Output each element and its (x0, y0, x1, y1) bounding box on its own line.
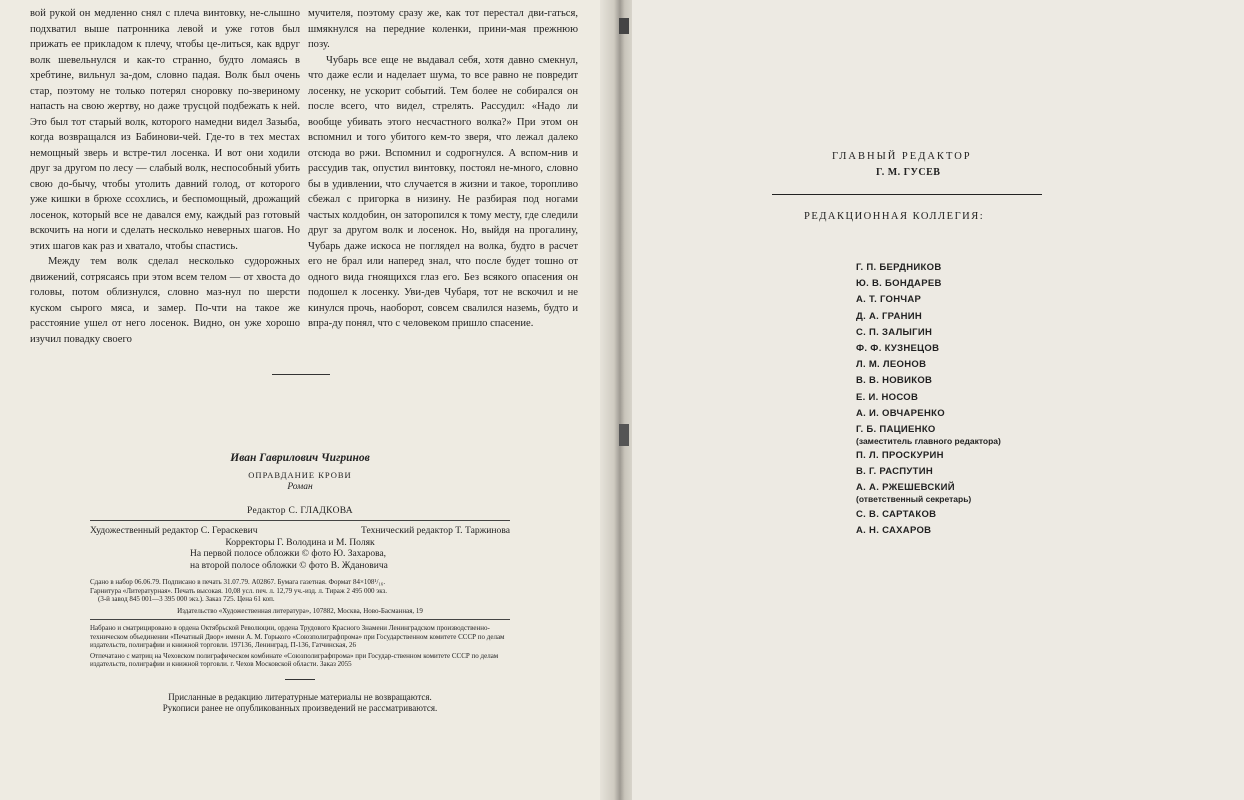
scan-mark (619, 18, 629, 34)
board-member (856, 327, 1001, 339)
staff-row (90, 525, 510, 537)
member-name: В. В. НОВИКОВ (856, 375, 933, 387)
print-info-2: Отпечатано с матриц на Чеховском полиграфическом комбинате «Союзполиграфпрома» при Государ-ственном комитете СССР по делам издательств, полиграфии и книжной торговли. г. Чехов Московской области. Заказ 2055 (90, 651, 499, 668)
cover-credits (190, 549, 510, 572)
notice-1: Присланные в редакцию литературные материалы не возвращаются. (168, 691, 432, 702)
proofreaders: Корректоры Г. Володина и М. Поляк (225, 537, 375, 548)
notice-2: Рукописи ранее не опубликованных произведений не рассматриваются. (162, 702, 438, 713)
editor: Редактор С. ГЛАДКОВА (247, 506, 353, 516)
art-editor: Художественный редактор С. Гераскевич (90, 525, 258, 536)
text-column-2 (308, 6, 578, 332)
divider (272, 374, 330, 375)
chief-editor-title: ГЛАВНЫЙ РЕДАКТОР (832, 151, 972, 162)
board-member (856, 466, 1001, 478)
board-member (856, 262, 1001, 274)
cover-credit-2: на второй полосе обложки © фото В. Ждановича (190, 560, 388, 571)
member-name: П. Л. ПРОСКУРИН (856, 450, 944, 462)
member-name: Ю. В. БОНДАРЕВ (856, 278, 942, 290)
paragraph: Между тем волк сделал несколько судорожных движений, сотрясаясь при этом всем телом — от хвоста до головы, потом облизнулся, словно маз-нул по шерсти куском сырого мяса, и замер. По-чти на такое же расстояние ушел от него лосенок. Видно, он уже хорошо изучил повадку своего (30, 256, 300, 345)
text-column-1 (30, 6, 300, 347)
member-name: Г. П. БЕРДНИКОВ (856, 262, 942, 273)
right-page (632, 0, 1244, 800)
author-name: Иван Гаврилович Чигринов (230, 452, 370, 464)
board-member (856, 509, 1001, 521)
scan-mark (619, 424, 629, 446)
member-name: А. И. ОВЧАРЕНКО (856, 407, 945, 419)
board-member (856, 525, 1001, 537)
publisher: Издательство «Художественная литература», 107882, Москва, Ново-Басманная, 19 (177, 606, 423, 615)
paragraph: мучителя, поэтому сразу же, как тот перестал дви-гаться, шмякнулся на передние коленки, прини-мая прежнюю позу. (308, 8, 578, 50)
member-name: А. А. РЖЕШЕВСКИЙ (856, 482, 955, 494)
board-member (856, 450, 1001, 462)
member-name: Д. А. ГРАНИН (856, 310, 923, 322)
board-member (856, 408, 1001, 420)
member-name: Г. Б. ПАЦИЕНКО (856, 423, 936, 435)
divider (90, 619, 510, 620)
editorial-board-title: РЕДАКЦИОННАЯ КОЛЛЕГИЯ: (804, 211, 985, 222)
publication-info (90, 578, 510, 604)
member-name: С. В. САРТАКОВ (856, 508, 937, 520)
board-member (856, 343, 1001, 355)
member-name: А. Н. САХАРОВ (856, 524, 932, 536)
editorial-board-list (856, 262, 1001, 541)
print-info-1: Набрано и сматрицировано в ордена Октябрьской Революции, ордена Трудового Красного Знамени Ленинградском производственно-техническом объединении «Печатный Двор» имени А. М. Горького «Союзполиграфпрома» при Государственном комитете СССР по делам издательств, полиграфии и книжной торговли. 197136, Ленинград, П-136, Гатчинская, 26 (90, 624, 505, 649)
member-name: Е. И. НОСОВ (856, 391, 919, 403)
cover-credit-1: На первой полосе обложки © фото Ю. Захарова, (190, 549, 387, 559)
member-role: (ответственный секретарь) (856, 494, 972, 505)
paragraph: вой рукой он медленно снял с плеча винтовку, не-слышно подхватил выше патронника левой и уже готов был прижать ее прикладом к плечу, чтобы це-литься, как вдруг волк шевельнулся и как-то странно, будто ломаясь в хребтине, вильнул за-дом, словно падая. Волк был очень стар, поэтому не только потерял сноровку по-звериному напасть на свою жертву, но даже трусцой подбежать к ней. Это был тот старый волк, которого намедни видел Зазыба, когда возвращался из Бабинови-чей. Где-то в тех местах немощный зверь и встре-тил лосенка. И вот они ходили друг за другом по лесу — слабый волк, неспособный убить свою до-бычу, чтобы утолить давний голод, от которого уже кишки в брюхе ссохлись, и беспомощный, дрожащий лосенок, который все не давался ему, каждый раз готовый вскочить на ноги и сделать несколько неверных шагов. Но этих шагов как раз и хватало, чтобы спастись. (30, 8, 300, 252)
board-member (856, 311, 1001, 323)
imprint (90, 452, 510, 714)
member-name: Л. М. ЛЕОНОВ (856, 359, 927, 371)
member-name: А. Т. ГОНЧАР (856, 294, 922, 306)
board-member (856, 278, 1001, 290)
tech-editor: Технический редактор Т. Таржинова (361, 525, 510, 536)
divider (772, 194, 1042, 195)
publication-line: Гарнитура «Литературная». Печать высокая. 10,08 усл. печ. л. 12,79 уч.-изд. л. Тираж 2 495 000 экз. (90, 586, 388, 595)
paragraph: Чубарь все еще не выдавал себя, хотя давно смекнул, что даже если и наделает шума, то все равно не повредит лосенку, не ускорит событий. Тем более не собирался он после всего, что видел, стрелять. Рассудил: «Надо ли вообще убивать этого несчастного волка?» При этом он вспомнил и того убитого кем-то зверя, что лежал далеко отсюда во ржи. Вспомнил и содрогнулся. А вспом-нив и рассудив так, опустил винтовку, постоял не-много, словно бы в удивлении, что случается в жизни и такое, торопливо сбежал с пригорка в низину. Не разбирая под ногами частых колдобин, он заторопился к тому месту, где следили друг за другом волк и лосенок. Но, выйдя на прогалину, Чубарь даже искоса не поглядел на волка, будто в расчет его не брал или наперед знал, что после будет тошно от одного вида гноящихся глаз его. Без всякого опасения он подошел к лосенку. Уви-дев Чубаря, тот не вскочил и не кинулся прочь, наоборот, совсем свалился наземь, будто и впра-ду понял, что с человеком пришло спасение. (308, 54, 578, 329)
genre: Роман (287, 482, 313, 492)
board-member (856, 424, 1001, 446)
board-member (856, 359, 1001, 371)
divider (285, 679, 315, 680)
book-title: ОПРАВДАНИЕ КРОВИ (248, 470, 352, 480)
publication-line: Сдано в набор 06.06.79. Подписано в печать 31.07.79. А02867. Бумага газетная. Формат 84×108¹/₁₆. (90, 578, 386, 586)
publication-line: (3-й завод 845 001—3 395 000 экз.). Заказ 725. Цена 61 коп. (98, 595, 275, 603)
member-name: С. П. ЗАЛЫГИН (856, 326, 933, 338)
chief-editor-name: Г. М. ГУСЕВ (876, 167, 941, 178)
board-member (856, 392, 1001, 404)
member-role: (заместитель главного редактора) (856, 435, 1001, 446)
board-member (856, 375, 1001, 387)
board-member (856, 482, 1001, 504)
member-name: Ф. Ф. КУЗНЕЦОВ (856, 342, 940, 354)
divider (90, 520, 510, 521)
member-name: В. Г. РАСПУТИН (856, 466, 934, 478)
board-member (856, 294, 1001, 306)
left-page (0, 0, 614, 800)
